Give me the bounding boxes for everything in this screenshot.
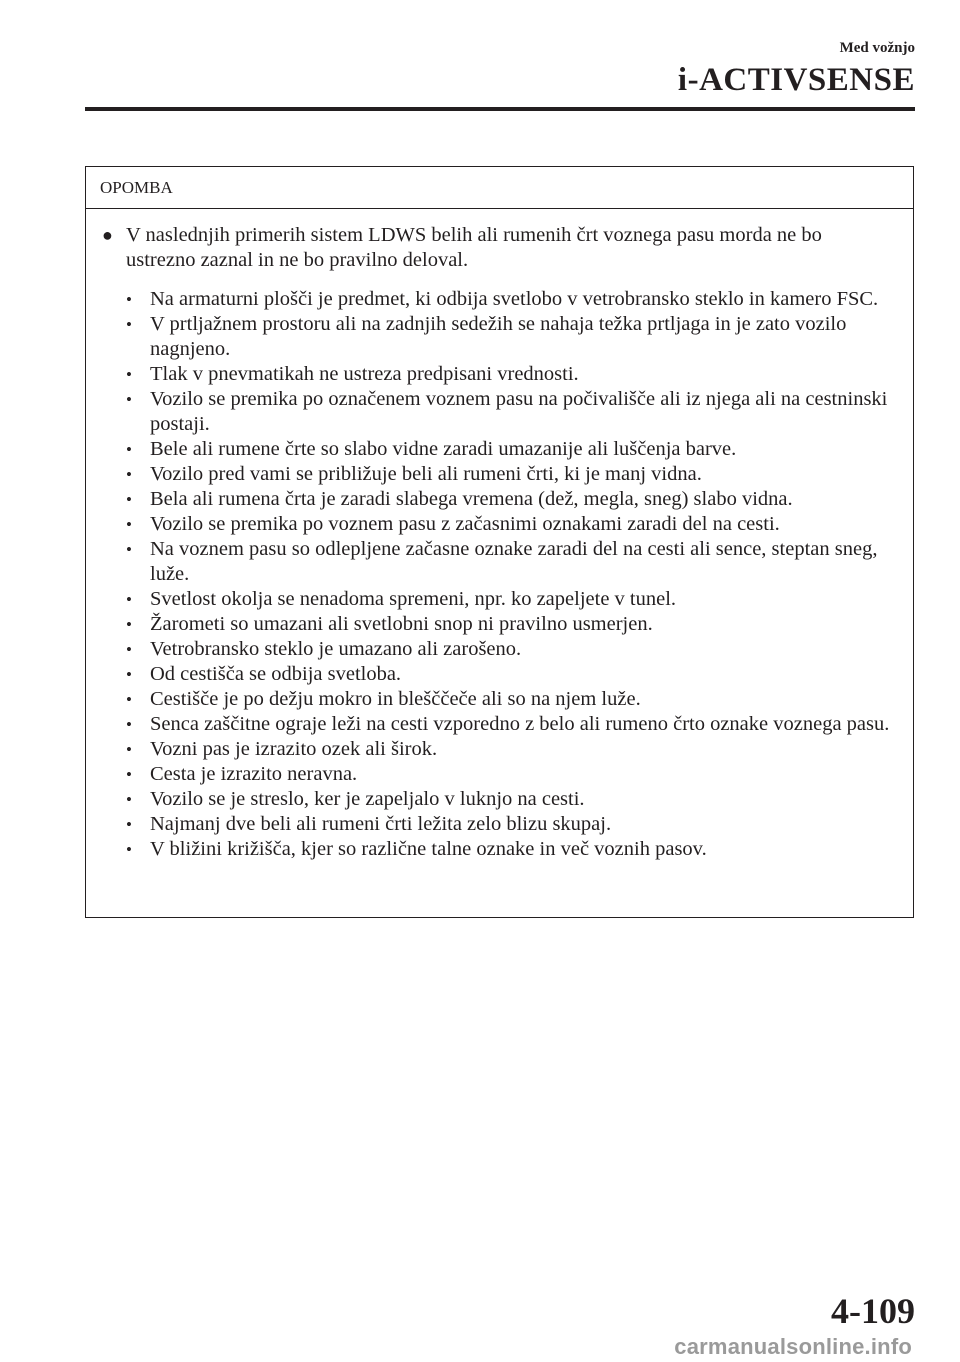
bullet-icon: • [126,640,132,659]
list-item-text: Na armaturni plošči je predmet, ki odbija svetlobo v vetrobransko steklo in kamero FSC. [150,288,879,310]
list-item [126,737,895,762]
list-item-text: Cesta je izrazito neravna. [150,763,358,785]
list-item-text: Vozilo se je streslo, ker je zapeljalo v luknjo na cesti. [150,788,585,810]
list-item [126,462,895,487]
list-item [126,662,895,687]
section-label: Med vožnjo [839,40,915,56]
list-item [126,537,895,587]
bullet-icon: • [126,765,132,784]
chapter-title: i-ACTIVSENSE [677,62,915,98]
bullet-icon: • [126,665,132,684]
bullet-icon: • [126,715,132,734]
list-item [126,362,895,387]
list-item-text: Bela ali rumena črta je zaradi slabega vremena (dež, megla, sneg) slabo vidna. [150,488,793,510]
bullet-icon: • [126,440,132,459]
condition-list [100,287,895,862]
list-item-text: Vozni pas je izrazito ozek ali širok. [150,738,438,760]
list-item [126,637,895,662]
bullet-icon: • [126,690,132,709]
list-item [126,437,895,462]
bullet-icon: • [126,515,132,534]
list-item [126,687,895,712]
note-lead [100,223,895,273]
list-item-text: Na voznem pasu so odlepljene začasne oznake zaradi del na cesti ali sence, steptan sneg, luže. [150,538,878,585]
bullet-icon: • [126,590,132,609]
note-lead-text: V naslednjih primerih sistem LDWS belih ali rumenih črt voznega pasu morda ne bo ustrezno zaznal in ne bo pravilno deloval. [126,224,822,271]
list-item [126,512,895,537]
list-item-text: Vozilo se premika po voznem pasu z začasnimi oznakami zaradi del na cesti. [150,513,780,535]
list-item-text: Vozilo se premika po označenem voznem pasu na počivališče ali iz njega ali na cestninski postaji. [150,388,888,435]
list-item [126,587,895,612]
watermark: carmanualsonline.info [674,1334,912,1359]
list-item-text: V bližini križišča, kjer so različne talne oznake in več voznih pasov. [150,838,707,860]
bullet-icon: • [126,790,132,809]
note-heading: OPOMBA [86,167,913,209]
list-item [126,312,895,362]
list-item [126,787,895,812]
list-item-text: Vozilo pred vami se približuje beli ali rumeni črti, ki je manj vidna. [150,463,702,485]
list-item [126,812,895,837]
bullet-icon: • [126,465,132,484]
note-body [86,209,913,862]
bullet-icon: • [126,290,132,309]
bullet-icon: • [126,315,132,334]
bullet-icon: • [126,490,132,509]
list-item [126,712,895,737]
page-number: 4-109 [831,1291,915,1331]
bullet-icon: • [126,390,132,409]
bullet-icon: • [126,815,132,834]
list-item [126,387,895,437]
bullet-icon: • [126,615,132,634]
filled-circle-bullet-icon: ● [102,225,113,245]
list-item [126,837,895,862]
note-box [85,166,914,918]
header-divider [85,107,915,111]
list-item-text: V prtljažnem prostoru ali na zadnjih sedežih se nahaja težka prtljaga in je zato vozilo nagnjeno. [150,313,847,360]
list-item-text: Tlak v pnevmatikah ne ustreza predpisani vrednosti. [150,363,579,385]
list-item [126,612,895,637]
list-item-text: Žarometi so umazani ali svetlobni snop ni pravilno usmerjen. [150,613,653,635]
list-item-text: Od cestišča se odbija svetloba. [150,663,402,685]
bullet-icon: • [126,740,132,759]
list-item-text: Najmanj dve beli ali rumeni črti ležita zelo blizu skupaj. [150,813,612,835]
bullet-icon: • [126,365,132,384]
list-item-text: Svetlost okolja se nenadoma spremeni, npr. ko zapeljete v tunel. [150,588,677,610]
list-item-text: Bele ali rumene črte so slabo vidne zaradi umazanije ali luščenja barve. [150,438,737,460]
list-item-text: Cestišče je po dežju mokro in blešččeče ali so na njem luže. [150,688,641,710]
bullet-icon: • [126,540,132,559]
list-item [126,287,895,312]
list-item [126,762,895,787]
list-item-text: Senca zaščitne ograje leži na cesti vzporedno z belo ali rumeno črto oznake voznega pasu. [150,713,890,735]
list-item-text: Vetrobransko steklo je umazano ali zarošeno. [150,638,522,660]
bullet-icon: • [126,840,132,859]
list-item [126,487,895,512]
